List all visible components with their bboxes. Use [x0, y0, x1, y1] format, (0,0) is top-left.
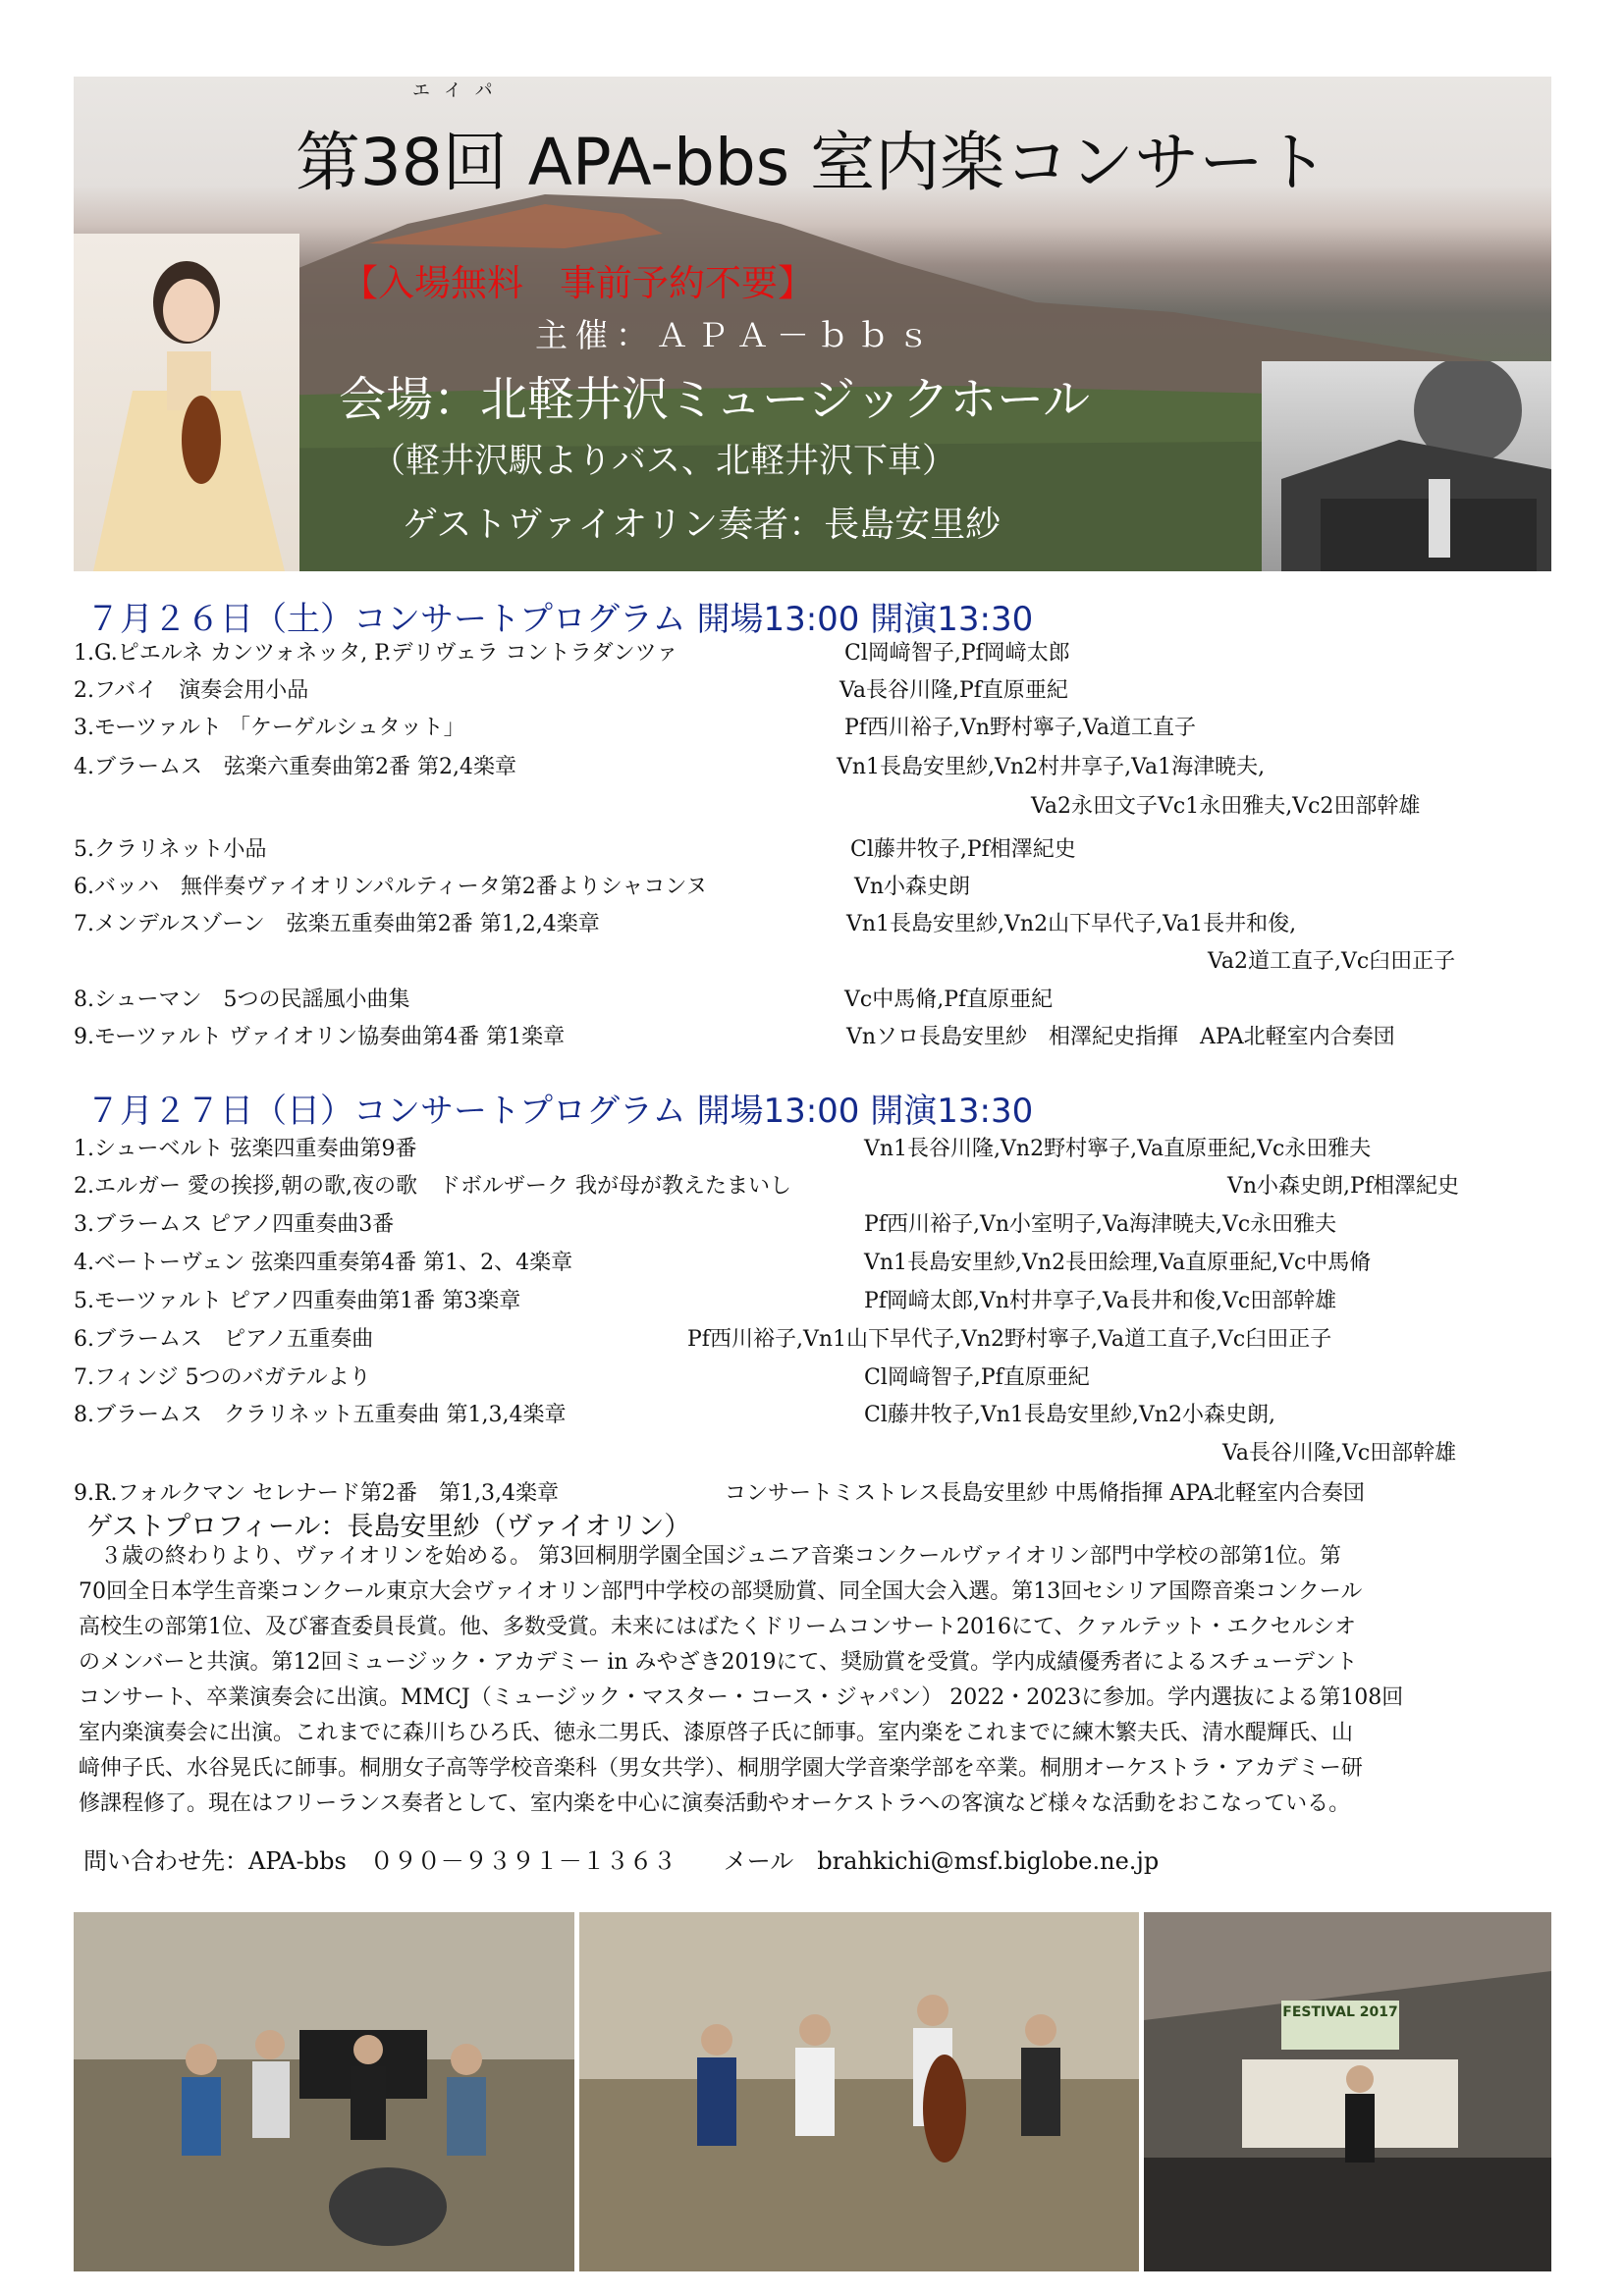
program2-piece-2: 2.エルガー 愛の挨拶,朝の歌,夜の歌 ドボルザーク 我が母が教えたまいし	[74, 1174, 791, 1199]
concert-photo-1	[74, 1912, 574, 2271]
profile-line: コンサート、卒業演奏会に出演。MMCJ（ミュージック・マスター・コース・ジャパン） 2022・2023に参加。学内選抜による第108回	[79, 1685, 1404, 1710]
profile-line: 高校生の部第1位、及び審査委員長賞。他、多数受賞。未来にはばたくドリームコンサート2016にて、クァルテット・エクセルシオ	[79, 1615, 1356, 1639]
program2-players-9: コンサートミストレス長島安里紗 中馬脩指揮 APA北軽室内合奏団	[725, 1481, 1365, 1506]
page-title: 第38回 APA-bbs 室内楽コンサート	[295, 125, 1329, 200]
program1-piece-5: 5.クラリネット小品	[74, 837, 267, 862]
venue-label: 会場：北軽井沢ミュージックホール	[339, 372, 1091, 427]
music-hall-photo	[1262, 361, 1551, 571]
program1-players-7: Vn1長島安里紗,Vn2山下早代子,Va1長井和俊,	[846, 912, 1297, 936]
profile-line: 﨑伸子氏、水谷晃氏に師事。桐朋女子高等学校音楽科（男女共学）、桐朋学園大学音楽学部を卒業。桐朋オーケストラ・アカデミー研	[79, 1756, 1363, 1781]
guest-profile-title: ゲストプロフィール：長島安里紗（ヴァイオリン）	[86, 1512, 691, 1542]
access-info: （軽井沢駅よりバス、北軽井沢下車）	[371, 442, 957, 481]
program2-piece-1: 1.シューベルト 弦楽四重奏曲第9番	[74, 1137, 417, 1161]
program2-players-6: Pf西川裕子,Vn1山下早代子,Vn2野村寧子,Va道工直子,Vc臼田正子	[687, 1327, 1332, 1352]
profile-line: ３歳の終わりより、ヴァイオリンを始める。 第3回桐朋学園全国ジュニア音楽コンクールヴァイオリン部門中学校の部第1位。第	[79, 1544, 1341, 1569]
program1-piece-9: 9.モーツァルト ヴァイオリン協奏曲第4番 第1楽章	[74, 1025, 566, 1049]
concert-photo-2	[579, 1912, 1139, 2271]
program2-piece-8: 8.ブラームス クラリネット五重奏曲 第1,3,4楽章	[74, 1403, 567, 1427]
title-ruby: エイパ	[412, 80, 507, 101]
profile-line: 修課程修了。現在はフリーランス奏者として、室内楽を中心に演奏活動やオーケストラへの客演など様々な活動をおこなっている。	[79, 1791, 1351, 1816]
program2-piece-7: 7.フィンジ 5つのバガテルより	[74, 1365, 371, 1390]
program2-players-4: Vn1長島安里紗,Vn2長田絵理,Va直原亜紀,Vc中馬脩	[864, 1251, 1372, 1275]
program1-players-5: Cl藤井牧子,Pf相澤紀史	[850, 837, 1076, 862]
profile-line: のメンバーと共演。第12回ミュージック・アカデミー in みやざき2019にて、奨励賞を受賞。学内成績優秀者によるスチューデント	[79, 1650, 1358, 1675]
program2-players-1: Vn1長谷川隆,Vn2野村寧子,Va直原亜紀,Vc永田雅夫	[864, 1137, 1372, 1161]
program1-players-7b: Va2道工直子,Vc臼田正子	[1208, 949, 1456, 974]
program2-piece-9: 9.R.フォルクマン セレナード第2番 第1,3,4楽章	[74, 1481, 559, 1506]
program1-players-3: Pf西川裕子,Vn野村寧子,Va道工直子	[844, 716, 1196, 740]
festival-banner: FESTIVAL 2017	[1282, 2004, 1398, 2020]
program2-players-7: Cl岡﨑智子,Pf直原亜紀	[864, 1365, 1090, 1390]
program1-piece-3: 3.モーツァルト 「ケーゲルシュタット」	[74, 716, 465, 740]
program1-heading: ７月２６日（土）コンサートプログラム 開場13:00 開演13:30	[86, 600, 1034, 639]
program2-heading: ７月２７日（日）コンサートプログラム 開場13:00 開演13:30	[86, 1092, 1034, 1131]
program2-players-3: Pf西川裕子,Vn小室明子,Va海津暁夫,Vc永田雅夫	[864, 1212, 1337, 1237]
program1-piece-4: 4.ブラームス 弦楽六重奏曲第2番 第2,4楽章	[74, 755, 516, 779]
guest-violinist-photo	[74, 234, 299, 571]
program1-players-6: Vn小森史朗	[854, 875, 971, 899]
program2-piece-4: 4.ベートーヴェン 弦楽四重奏第4番 第1、2、4楽章	[74, 1251, 573, 1275]
profile-line: 室内楽演奏会に出演。これまでに森川ちひろ氏、徳永二男氏、漆原啓子氏に師事。室内楽をこれまでに練木繁夫氏、清水醍輝氏、山	[79, 1721, 1354, 1745]
guest-profile-text	[79, 1539, 1551, 1822]
program1-piece-8: 8.シューマン 5つの民謡風小曲集	[74, 988, 410, 1012]
program2-piece-5: 5.モーツァルト ピアノ四重奏曲第1番 第3楽章	[74, 1289, 521, 1313]
free-admission-notice: 【入場無料 事前予約不要】	[342, 262, 814, 304]
program1-piece-1: 1.G.ピエルネ カンツォネッタ, P.デリヴェラ コントラダンツァ	[74, 641, 678, 666]
program2-players-8b: Va長谷川隆,Vc田部幹雄	[1222, 1441, 1457, 1466]
program1-players-8: Vc中馬脩,Pf直原亜紀	[844, 988, 1054, 1012]
program1-players-4b: Va2永田文子Vc1永田雅夫,Vc2田部幹雄	[1031, 794, 1421, 819]
program2-players-5: Pf岡﨑太郎,Vn村井享子,Va長井和俊,Vc田部幹雄	[864, 1289, 1337, 1313]
program1-piece-7: 7.メンデルスゾーン 弦楽五重奏曲第2番 第1,2,4楽章	[74, 912, 600, 936]
program2-piece-6: 6.ブラームス ピアノ五重奏曲	[74, 1327, 374, 1352]
concert-photo-3	[1144, 1912, 1551, 2271]
program2-players-2: Vn小森史朗,Pf相澤紀史	[1227, 1174, 1459, 1199]
host-label: 主催：ＡＰＡ－ｂｂｓ	[535, 316, 938, 354]
program1-piece-2: 2.フバイ 演奏会用小品	[74, 678, 309, 703]
program1-piece-6: 6.バッハ 無伴奏ヴァイオリンパルティータ第2番よりシャコンヌ	[74, 875, 708, 899]
program1-players-1: Cl岡﨑智子,Pf岡﨑太郎	[844, 641, 1070, 666]
program1-players-4: Vn1長島安里紗,Vn2村井享子,Va1海津暁夫,	[837, 755, 1266, 779]
profile-line: 70回全日本学生音楽コンクール東京大会ヴァイオリン部門中学校の部奨励賞、同全国大会入選。第13回セシリア国際音楽コンクール	[79, 1579, 1363, 1604]
program2-piece-3: 3.ブラームス ピアノ四重奏曲3番	[74, 1212, 395, 1237]
contact-info: 問い合わせ先：APA-bbs ０９０－９３９１－１３６３ メール brahkichi@msf.biglobe.ne.jp	[83, 1847, 1160, 1875]
program1-players-9: Vnソロ長島安里紗 相澤紀史指揮 APA北軽室内合奏団	[846, 1025, 1395, 1049]
program1-players-2: Va長谷川隆,Pf直原亜紀	[839, 678, 1068, 703]
guest-performer: ゲストヴァイオリン奏者：長島安里紗	[403, 505, 1001, 545]
program2-players-8: Cl藤井牧子,Vn1長島安里紗,Vn2小森史朗,	[864, 1403, 1275, 1427]
